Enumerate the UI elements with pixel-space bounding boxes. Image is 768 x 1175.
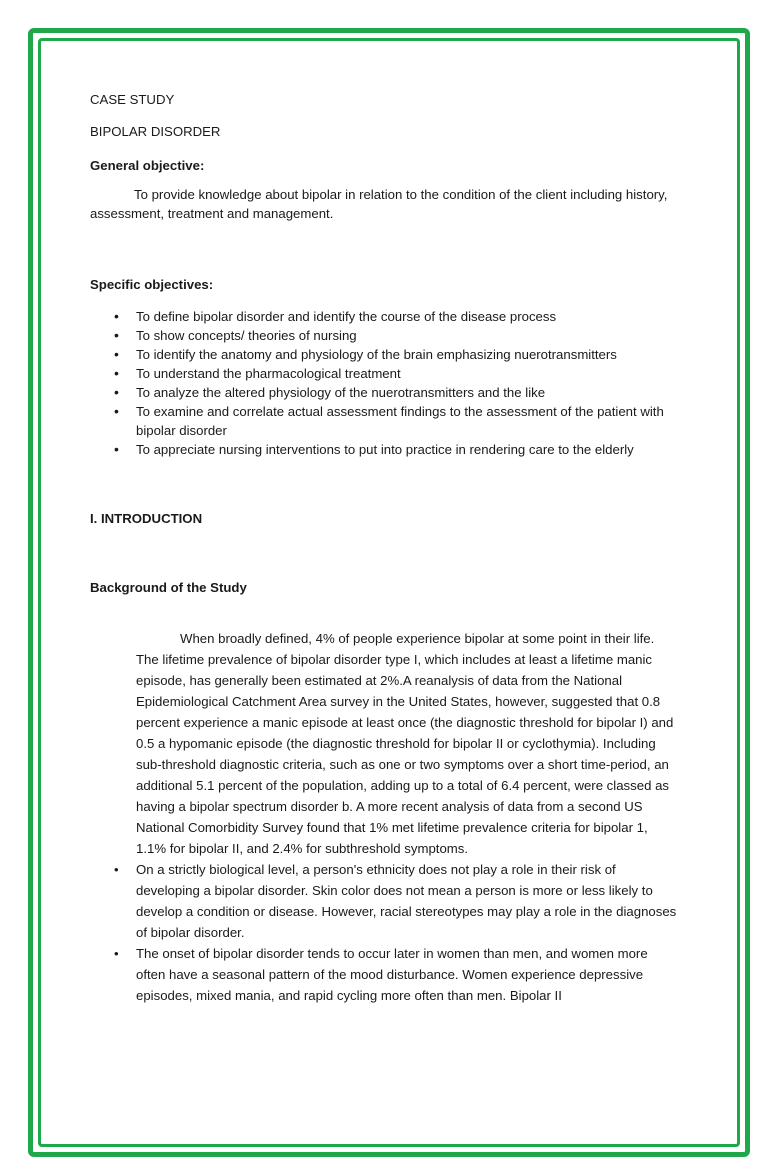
bullet-icon: • xyxy=(114,403,119,419)
background-paragraph: When broadly defined, 4% of people experience bipolar at some point in their life. The lifetime prevalence of bipolar disorder type I, which includes at least a lifetime manic episode, has generally been estimated at 2%.A reanalysis of data from the National Epidemiological Catchment Area survey in the United States, however, suggested that 0.8 percent experience a manic episode at least once (the diagnostic threshold for bipolar I) and 0.5 a hypomanic episode (the diagnostic threshold for bipolar II or cyclothymia). Including sub-threshold diagnostic criteria, such as one or two symptoms over a short time-period, an additional 5.1 percent of the population, adding up to a total of 6.4 percent, were classed as having a bipolar spectrum disorder b. A more recent analysis of data from a second US National Comorbidity Survey found that 1% met lifetime prevalence criteria for bipolar 1, 1.1% for bipolar II, and 2.4% for subthreshold symptoms. xyxy=(136,631,674,856)
document-title: BIPOLAR DISORDER xyxy=(90,124,221,139)
bullet-icon: • xyxy=(114,384,119,400)
bullet-icon: • xyxy=(114,346,119,362)
general-objective-text: To provide knowledge about bipolar in relation to the condition of the client including history, assessment, treatment and management. xyxy=(90,187,668,221)
bullet-icon: • xyxy=(114,862,119,877)
case-study-label: CASE STUDY xyxy=(90,92,175,107)
list-item: • To understand the pharmacological treatment xyxy=(114,365,401,381)
introduction-heading: I. INTRODUCTION xyxy=(90,511,203,526)
background-block xyxy=(90,628,680,859)
list-item: • To identify the anatomy and physiology of the brain emphasizing nuerotransmitters xyxy=(114,346,617,362)
specific-objectives-list xyxy=(90,307,680,459)
list-item: • To show concepts/ theories of nursing xyxy=(114,327,357,343)
list-item: • To define bipolar disorder and identify the course of the disease process xyxy=(114,308,557,324)
list-item: • To examine and correlate actual assessment findings to the assessment of the patient with bipolar disorder xyxy=(114,403,664,438)
list-item: • To appreciate nursing interventions to put into practice in rendering care to the elderly xyxy=(114,441,634,457)
background-bullets xyxy=(90,859,680,1006)
bullet-icon: • xyxy=(114,365,119,381)
general-objective-heading: General objective: xyxy=(90,158,205,173)
bullet-icon: • xyxy=(114,308,119,324)
specific-objectives-heading: Specific objectives: xyxy=(90,277,214,292)
list-item: • To analyze the altered physiology of the nuerotransmitters and the like xyxy=(114,384,546,400)
bullet-icon: • xyxy=(114,327,119,343)
list-item: • On a strictly biological level, a person's ethnicity does not play a role in their risk of developing a bipolar disorder. Skin color does not mean a person is more or less likely to develop a condition or disease. However, racial stereotypes may play a role in the diagnoses of bipolar disorder. xyxy=(90,859,680,943)
document-content xyxy=(90,90,680,1006)
background-heading: Background of the Study xyxy=(90,580,247,595)
bullet-icon: • xyxy=(114,946,119,961)
bullet-icon: • xyxy=(114,441,119,457)
list-item: • The onset of bipolar disorder tends to occur later in women than men, and women more often have a seasonal pattern of the mood disturbance. Women experience depressive episodes, mixed mania, and rapid cycling more often than men. Bipolar II xyxy=(90,943,680,1006)
